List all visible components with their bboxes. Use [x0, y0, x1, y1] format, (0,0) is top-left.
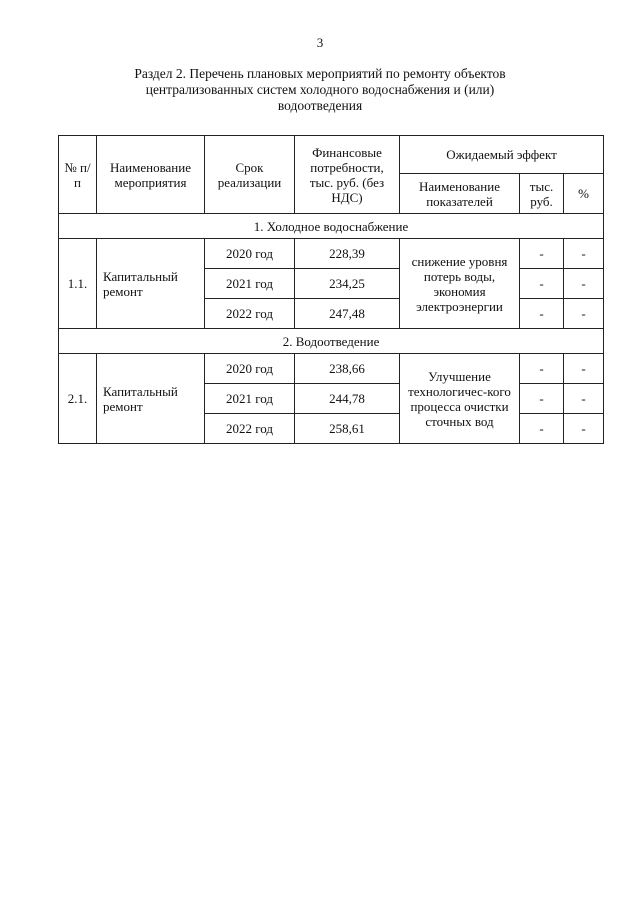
row-year: 2021 год: [205, 269, 295, 299]
row-amount: 247,48: [295, 299, 400, 329]
header-num: № п/п: [59, 136, 97, 214]
section-title: [70, 66, 570, 114]
row-rub: -: [520, 239, 564, 269]
section-title-cell: 1. Холодное водоснабжение: [59, 214, 604, 239]
row-pct: -: [564, 299, 604, 329]
header-effect: Ожидаемый эффект: [400, 136, 604, 174]
title-line-1: Раздел 2. Перечень плановых мероприятий по ремонту объектов: [134, 66, 506, 81]
row-year: 2020 год: [205, 239, 295, 269]
header-finance: Финансовые потребности, тыс. руб. (без НДС): [295, 136, 400, 214]
row-pct: -: [564, 414, 604, 444]
header-percent: %: [564, 174, 604, 214]
row-rub: -: [520, 384, 564, 414]
row-effect: снижение уровня потерь воды, экономия электроэнергии: [400, 239, 520, 329]
row-name: Капитальный ремонт: [97, 239, 205, 329]
row-year: 2020 год: [205, 354, 295, 384]
row-pct: -: [564, 354, 604, 384]
title-line-2: централизованных систем холодного водоснабжения и (или): [145, 82, 495, 97]
row-rub: -: [520, 299, 564, 329]
section-row: [59, 214, 604, 239]
header-thousand-rub: тыс. руб.: [520, 174, 564, 214]
header-indicator: Наименование показателей: [400, 174, 520, 214]
row-amount: 244,78: [295, 384, 400, 414]
section-title-cell: 2. Водоотведение: [59, 329, 604, 354]
row-pct: -: [564, 269, 604, 299]
header-term: Срок реализации: [205, 136, 295, 214]
table-row: [59, 354, 604, 384]
page-number: 3: [316, 35, 324, 50]
row-num: 2.1.: [59, 354, 97, 444]
row-effect: Улучшение технологичес-кого процесса очистки сточных вод: [400, 354, 520, 444]
table-row: [59, 239, 604, 269]
row-rub: -: [520, 269, 564, 299]
plan-table: [58, 135, 604, 444]
row-year: 2021 год: [205, 384, 295, 414]
title-line-3: водоотведения: [277, 98, 363, 113]
row-year: 2022 год: [205, 299, 295, 329]
row-rub: -: [520, 354, 564, 384]
header-row: [59, 136, 604, 174]
row-amount: 258,61: [295, 414, 400, 444]
row-rub: -: [520, 414, 564, 444]
header-name: Наименование мероприятия: [97, 136, 205, 214]
row-amount: 234,25: [295, 269, 400, 299]
row-name: Капитальный ремонт: [97, 354, 205, 444]
row-amount: 238,66: [295, 354, 400, 384]
section-row: [59, 329, 604, 354]
row-amount: 228,39: [295, 239, 400, 269]
row-pct: -: [564, 239, 604, 269]
row-pct: -: [564, 384, 604, 414]
row-num: 1.1.: [59, 239, 97, 329]
row-year: 2022 год: [205, 414, 295, 444]
